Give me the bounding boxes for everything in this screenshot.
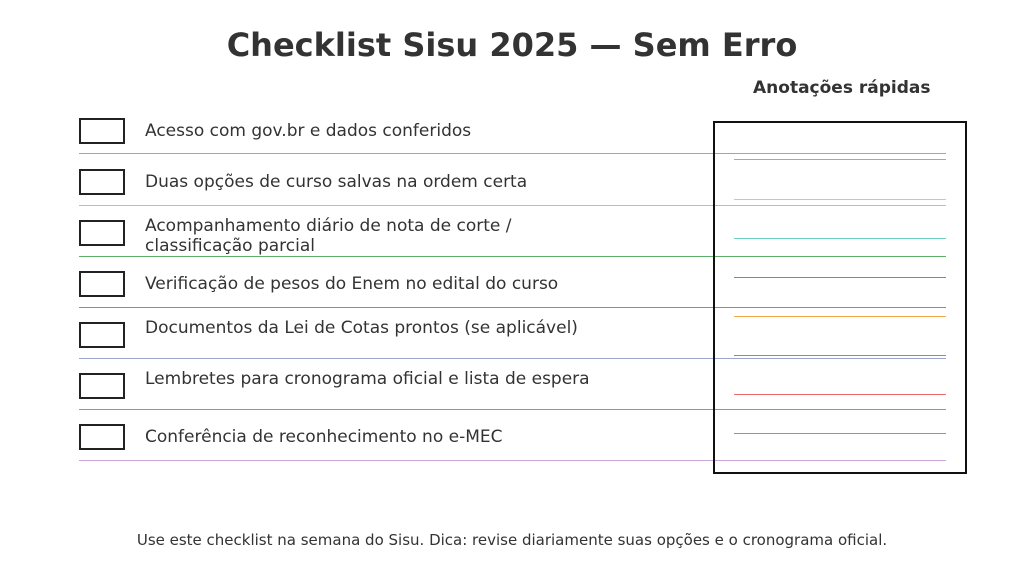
checklist-item-label: Acesso com gov.br e dados conferidos — [145, 121, 472, 141]
notes-box[interactable] — [713, 121, 967, 474]
checkbox-item-3[interactable] — [79, 220, 125, 246]
checklist-item-label: Documentos da Lei de Cotas prontos (se aplicável) — [145, 318, 578, 338]
checklist-item-label: Duas opções de curso salvas na ordem certa — [145, 172, 528, 192]
checkbox-item-1[interactable] — [79, 118, 125, 144]
checklist-item-label: Conferência de reconhecimento no e-MEC — [145, 427, 503, 447]
note-line — [734, 394, 946, 395]
checkbox-item-4[interactable] — [79, 271, 125, 297]
checkbox-item-6[interactable] — [79, 373, 125, 399]
checklist-item-label: Verificação de pesos do Enem no edital do curso — [145, 274, 559, 294]
note-line — [734, 238, 946, 239]
note-line — [734, 159, 946, 160]
note-line — [734, 199, 946, 200]
checkbox-item-7[interactable] — [79, 424, 125, 450]
checklist-item-label: Acompanhamento diário de nota de corte / classificação parcial — [145, 216, 512, 256]
checklist-item-label: Lembretes para cronograma oficial e lista de espera — [145, 369, 590, 389]
notes-heading: Anotações rápidas — [753, 78, 931, 98]
footer-tip: Use este checklist na semana do Sisu. Dica: revise diariamente suas opções e o cronograma oficial. — [136, 531, 888, 549]
note-line — [734, 277, 946, 278]
page-title: Checklist Sisu 2025 — Sem Erro — [226, 26, 798, 64]
checkbox-item-5[interactable] — [79, 322, 125, 348]
checkbox-item-2[interactable] — [79, 169, 125, 195]
note-line — [734, 433, 946, 434]
note-line — [734, 355, 946, 356]
note-line — [734, 316, 946, 317]
